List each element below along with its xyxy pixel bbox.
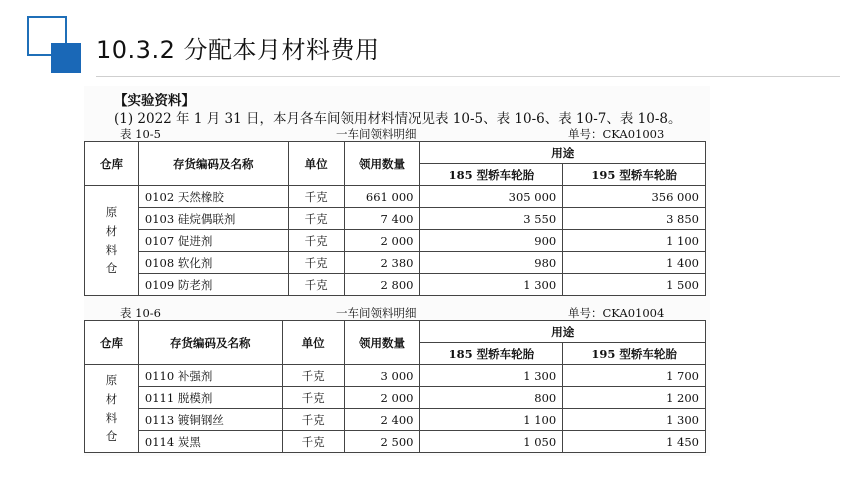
use195-cell: 1 300 [563, 409, 706, 431]
table-10-6-label: 表 10-6 [120, 306, 161, 320]
header-use-195: 195 型轿车轮胎 [563, 164, 706, 186]
header-usage: 用途 [420, 321, 706, 343]
header-qty: 领用数量 [344, 142, 420, 186]
warehouse-char: 料 [105, 410, 118, 425]
table-row [85, 365, 706, 387]
document-image [84, 86, 710, 456]
unit-cell: 千克 [282, 365, 344, 387]
table-10-5-number: 单号：CKA01003 [568, 127, 665, 141]
table-10-6-title: 一车间领料明细 [336, 306, 417, 320]
warehouse-cell [85, 186, 139, 296]
table-row [85, 409, 706, 431]
unit-cell: 千克 [282, 431, 344, 453]
use195-cell: 1 450 [563, 431, 706, 453]
item-cell: 0102 天然橡胶 [138, 186, 288, 208]
header-unit: 单位 [282, 321, 344, 365]
table-row [85, 274, 706, 296]
unit-cell: 千克 [288, 230, 344, 252]
use195-cell: 3 850 [563, 208, 706, 230]
item-cell: 0109 防老剂 [138, 274, 288, 296]
header-item: 存货编码及名称 [138, 321, 282, 365]
item-cell: 0111 脱模剂 [138, 387, 282, 409]
table-10-6-number: 单号：CKA01004 [568, 306, 665, 320]
use185-cell: 1 300 [420, 274, 563, 296]
unit-cell: 千克 [288, 274, 344, 296]
title-divider [96, 76, 840, 77]
qty-cell: 2 000 [344, 387, 420, 409]
header-warehouse: 仓库 [85, 142, 139, 186]
table-row [85, 252, 706, 274]
use195-cell: 356 000 [563, 186, 706, 208]
use195-cell: 1 100 [563, 230, 706, 252]
warehouse-char: 原 [105, 204, 118, 219]
use195-cell: 1 500 [563, 274, 706, 296]
item-cell: 0114 炭黑 [138, 431, 282, 453]
material-table-10-5 [84, 141, 706, 296]
warehouse-char: 原 [105, 372, 118, 387]
qty-cell: 3 000 [344, 365, 420, 387]
table-row [85, 387, 706, 409]
qty-cell: 2 000 [344, 230, 420, 252]
use185-cell: 980 [420, 252, 563, 274]
table-row [85, 186, 706, 208]
qty-cell: 2 800 [344, 274, 420, 296]
use185-cell: 1 300 [420, 365, 563, 387]
warehouse-char: 仓 [105, 261, 118, 276]
warehouse-char: 料 [105, 242, 118, 257]
use195-cell: 1 200 [563, 387, 706, 409]
header-unit: 单位 [288, 142, 344, 186]
warehouse-char: 仓 [105, 429, 118, 444]
qty-cell: 2 380 [344, 252, 420, 274]
header-use-185: 185 型轿车轮胎 [420, 343, 563, 365]
item-cell: 0108 软化剂 [138, 252, 288, 274]
header-use-195: 195 型轿车轮胎 [563, 343, 706, 365]
unit-cell: 千克 [282, 387, 344, 409]
table-row [85, 230, 706, 252]
header-qty: 领用数量 [344, 321, 420, 365]
header-item: 存货编码及名称 [138, 142, 288, 186]
qty-cell: 2 400 [344, 409, 420, 431]
use195-cell: 1 700 [563, 365, 706, 387]
use185-cell: 900 [420, 230, 563, 252]
table-row [85, 431, 706, 453]
warehouse-char: 材 [105, 223, 118, 238]
use185-cell: 3 550 [420, 208, 563, 230]
item-cell: 0103 硅烷偶联剂 [138, 208, 288, 230]
warehouse-cell [85, 365, 139, 453]
header-use-185: 185 型轿车轮胎 [420, 164, 563, 186]
use185-cell: 305 000 [420, 186, 563, 208]
table-10-5-label: 表 10-5 [120, 127, 161, 141]
qty-cell: 661 000 [344, 186, 420, 208]
unit-cell: 千克 [282, 409, 344, 431]
use195-cell: 1 400 [563, 252, 706, 274]
material-table-10-6 [84, 320, 706, 453]
use185-cell: 1 050 [420, 431, 563, 453]
unit-cell: 千克 [288, 252, 344, 274]
table-10-5-title: 一车间领料明细 [336, 127, 417, 141]
item-cell: 0107 促进剂 [138, 230, 288, 252]
document-intro: (1) 2022 年 1 月 31 日，本月各车间领用材料情况见表 10-5、表 10-6、表 10-7、表 10-8。 [114, 111, 682, 127]
table-row [85, 208, 706, 230]
use185-cell: 1 100 [420, 409, 563, 431]
unit-cell: 千克 [288, 208, 344, 230]
unit-cell: 千克 [288, 186, 344, 208]
use185-cell: 800 [420, 387, 563, 409]
slide-title: 10.3.2 分配本月材料费用 [96, 36, 380, 64]
header-warehouse: 仓库 [85, 321, 139, 365]
title-decoration-filled-square [51, 43, 81, 73]
item-cell: 0110 补强剂 [138, 365, 282, 387]
qty-cell: 2 500 [344, 431, 420, 453]
header-usage: 用途 [420, 142, 706, 164]
document-heading: 【实验资料】 [114, 93, 195, 109]
item-cell: 0113 镀铜钢丝 [138, 409, 282, 431]
qty-cell: 7 400 [344, 208, 420, 230]
warehouse-char: 材 [105, 391, 118, 406]
